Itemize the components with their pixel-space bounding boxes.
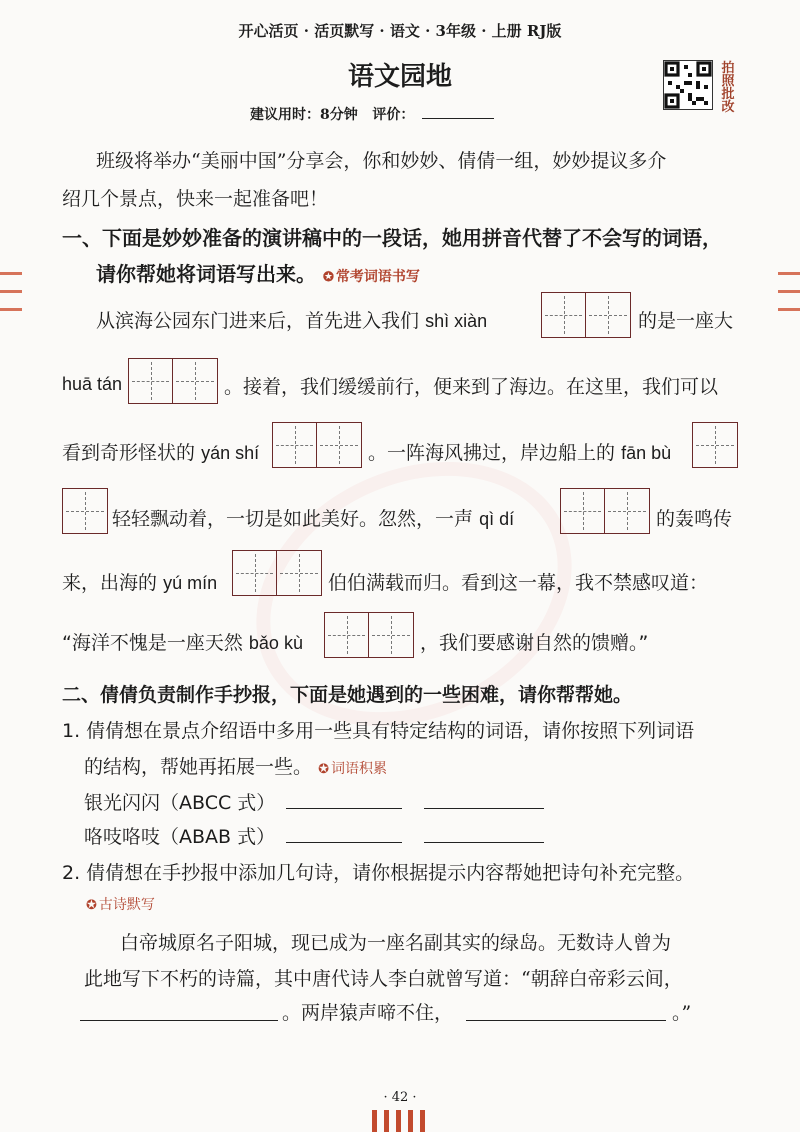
page-number: · 42 · (383, 1090, 417, 1105)
section1-heading-cont (96, 258, 420, 287)
time-label: 建议用时：8分钟 (250, 107, 358, 123)
poem-context-2: 此地写下不朽的诗篇，其中唐代诗人李白就曾写道：“朝辞白帝彩云间， (84, 968, 683, 990)
answer-blank[interactable] (286, 808, 402, 809)
section1-tag-label: 常考词语书写 (335, 269, 420, 285)
passage-text: 看到奇形怪状的 (62, 442, 196, 464)
poem-end: 。” (672, 1002, 692, 1024)
answer-blank[interactable] (424, 808, 544, 809)
star-icon: ✪ (86, 898, 97, 913)
q1-line-2 (84, 752, 387, 779)
pinyin-yu-min: yú mín (163, 573, 218, 593)
passage-line-1 (96, 306, 487, 333)
passage-text: 。一阵海风拂过，岸边船上的 (368, 442, 616, 464)
q2-line: 2. 倩倩想在手抄报中添加几句诗，请你根据提示内容帮她把诗句补充完整。 (62, 862, 695, 884)
meta-line (250, 104, 494, 124)
qr-code-icon[interactable] (663, 60, 713, 110)
poem-mid: 。两岸猿声啼不住， (282, 1002, 454, 1024)
passage-line-3b (368, 438, 671, 465)
answer-grid-bao-ku[interactable] (324, 612, 414, 658)
right-edge-mark (778, 290, 800, 293)
pinyin-yan-shi: yán shí (201, 443, 260, 463)
answer-blank[interactable] (424, 842, 544, 843)
poem-context-1: 白帝城原名子阳城，现已成为一座名副其实的绿岛。无数诗人曾为 (120, 932, 672, 954)
star-icon: ✪ (322, 270, 334, 285)
poem-blank-2[interactable] (466, 1020, 666, 1021)
q2-tag-label: 古诗默写 (98, 897, 155, 913)
answer-grid-yan-shi[interactable] (272, 422, 362, 468)
pinyin-fan-bu: fān bù (621, 443, 672, 463)
passage-text: ，我们要感谢自然的馈赠。” (420, 632, 649, 654)
answer-grid-fan-bu-2[interactable] (62, 488, 108, 534)
intro-line-1: 班级将举办“美丽中国”分享会，你和妙妙、倩倩一组，妙妙提议多介 (96, 150, 667, 172)
photo-grading-stamp: 拍照批改 (721, 61, 735, 115)
section1-heading: 一、下面是妙妙准备的演讲稿中的一段话，她用拼音代替了不会写的词语， (62, 226, 722, 250)
pinyin-hua-tan: huā tán (62, 374, 123, 394)
passage-text: 伯伯满载而归。看到这一幕，我不禁感叹道： (328, 572, 709, 594)
rating-blank[interactable] (422, 104, 494, 119)
passage-line-4 (112, 504, 514, 531)
example-abab: 咯吱咯吱（ABAB 式） (84, 826, 276, 848)
section1-tag (323, 269, 420, 285)
pinyin-qi-di: qì dí (479, 509, 515, 529)
passage-text: 来，出海的 (62, 572, 158, 594)
answer-grid-shi-xian[interactable] (541, 292, 631, 338)
pinyin-shi-xian: shì xiàn (425, 311, 488, 331)
passage-text: “海洋不愧是一座天然 (62, 632, 243, 654)
right-edge-mark (778, 308, 800, 311)
star-icon: ✪ (318, 762, 329, 777)
example-abcc: 银光闪闪（ABCC 式） (84, 792, 276, 814)
passage-line-2: 。接着，我们缓缓前行，便来到了海边。在这里，我们可以 (224, 376, 719, 398)
answer-grid-yu-min[interactable] (232, 550, 322, 596)
answer-grid-fan-bu-1[interactable] (692, 422, 738, 468)
page-title: 语文园地 (347, 62, 452, 92)
passage-line-6 (62, 628, 303, 655)
footer-bar (384, 1110, 389, 1132)
passage-text: 的是一座大 (638, 310, 734, 332)
section2-heading: 二、倩倩负责制作手抄报，下面是她遇到的一些困难，请你帮帮她。 (62, 684, 633, 706)
passage-text: 从滨海公园东门进来后，首先进入我们 (96, 310, 420, 332)
q2-tag (86, 894, 155, 914)
q1-line-1: 1. 倩倩想在景点介绍语中多用一些具有特定结构的词语，请你按照下列词语 (62, 720, 695, 742)
q1-text: 的结构，帮她再拓展一些。 (84, 756, 313, 778)
rating-label: 评价： (372, 107, 415, 123)
passage-line-3 (62, 438, 259, 465)
footer-bar (420, 1110, 425, 1132)
footer-bar (408, 1110, 413, 1132)
intro-line-2: 绍几个景点，快来一起准备吧！ (62, 188, 329, 210)
footer-bar (396, 1110, 401, 1132)
section1-heading-line2: 请你帮她将词语写出来。 (96, 262, 316, 286)
page-header: 开心活页 · 活页默写 · 语文 · 3年级 · 上册 RJ版 (238, 22, 562, 40)
q1-tag-label: 词语积累 (330, 761, 387, 777)
q1-tag (318, 761, 387, 777)
answer-grid-qi-di[interactable] (560, 488, 650, 534)
left-edge-mark (0, 290, 22, 293)
footer-bar (372, 1110, 377, 1132)
left-edge-mark (0, 272, 22, 275)
passage-text: 轻轻飘动着，一切是如此美好。忽然，一声 (112, 508, 474, 530)
pinyin-bao-ku: bǎo kù (248, 633, 303, 653)
passage-text: 的轰鸣传 (656, 508, 733, 530)
right-edge-mark (778, 272, 800, 275)
left-edge-mark (0, 308, 22, 311)
poem-blank-1[interactable] (80, 1020, 278, 1021)
answer-blank[interactable] (286, 842, 402, 843)
passage-line-5 (62, 568, 217, 595)
answer-grid-hua-tan[interactable] (128, 358, 218, 404)
